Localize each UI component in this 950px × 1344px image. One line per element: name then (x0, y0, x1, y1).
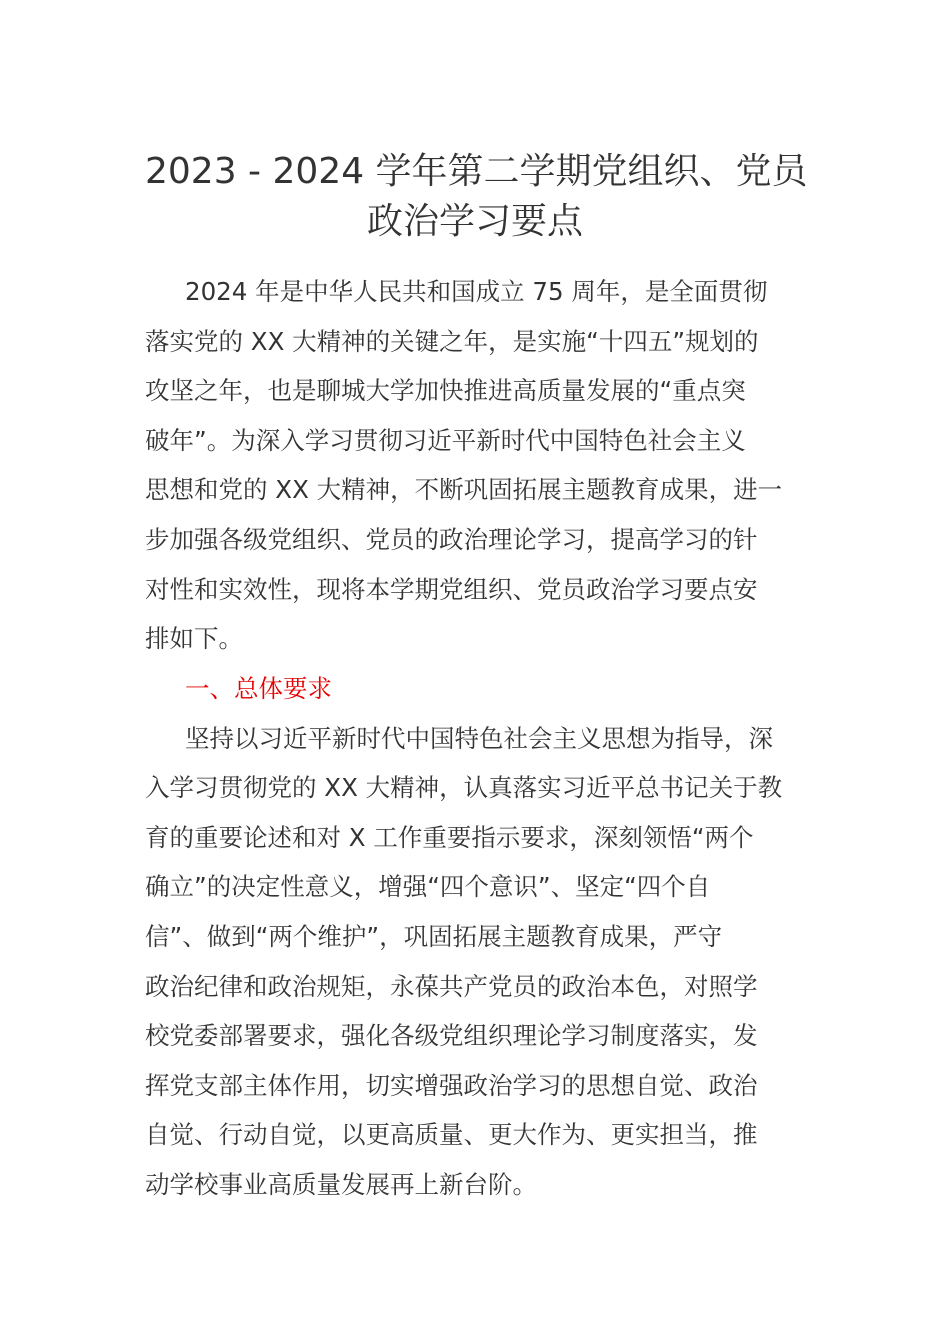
paragraph-line: 思想和党的 XX 大精神，不断巩固拓展主题教育成果，进一 (145, 475, 783, 504)
paragraph-line: 攻坚之年，也是聊城大学加快推进高质量发展的“重点突 (145, 376, 746, 405)
paragraph-line: 2024 年是中华人民共和国成立 75 周年，是全面贯彻 (185, 277, 768, 306)
document-title-line-1 (145, 148, 808, 196)
paragraph-line: 校党委部署要求，强化各级党组织理论学习制度落实，发 (145, 1021, 758, 1050)
section-heading: 一、总体要求 (185, 674, 332, 703)
paragraph-line: 信”、做到“两个维护”，巩固拓展主题教育成果，严守 (145, 922, 723, 951)
paragraph-line: 落实党的 XX 大精神的关键之年，是实施“十四五”规划的 (145, 327, 759, 356)
paragraph-line: 对性和实效性，现将本学期党组织、党员政治学习要点安 (145, 575, 758, 604)
paragraph-line: 自觉、行动自觉，以更高质量、更大作为、更实担当，推 (145, 1120, 758, 1149)
title-text: 政治学习要点 (366, 201, 583, 242)
paragraph-line: 破年”。为深入学习贯彻习近平新时代中国特色社会主义 (145, 426, 746, 455)
paragraph-line: 排如下。 (145, 624, 243, 653)
paragraph-line: 育的重要论述和对 X 工作重要指示要求，深刻领悟“两个 (145, 823, 754, 852)
paragraph-line: 坚持以习近平新时代中国特色社会主义思想为指导，深 (185, 724, 773, 753)
paragraph-line: 动学校事业高质量发展再上新台阶。 (145, 1170, 537, 1199)
paragraph-line: 挥党支部主体作用，切实增强政治学习的思想自觉、政治 (145, 1071, 758, 1100)
document-title-line-2 (145, 198, 805, 246)
paragraph-line: 步加强各级党组织、党员的政治理论学习，提高学习的针 (145, 525, 758, 554)
paragraph-line: 政治纪律和政治规矩，永葆共产党员的政治本色，对照学 (145, 972, 758, 1001)
paragraph-line: 入学习贯彻党的 XX 大精神，认真落实习近平总书记关于教 (145, 773, 783, 802)
paragraph-line: 确立”的决定性意义，增强“四个意识”、坚定“四个自 (145, 872, 711, 901)
title-text: 2023 - 2024 学年第二学期党组织、党员 (145, 151, 808, 192)
